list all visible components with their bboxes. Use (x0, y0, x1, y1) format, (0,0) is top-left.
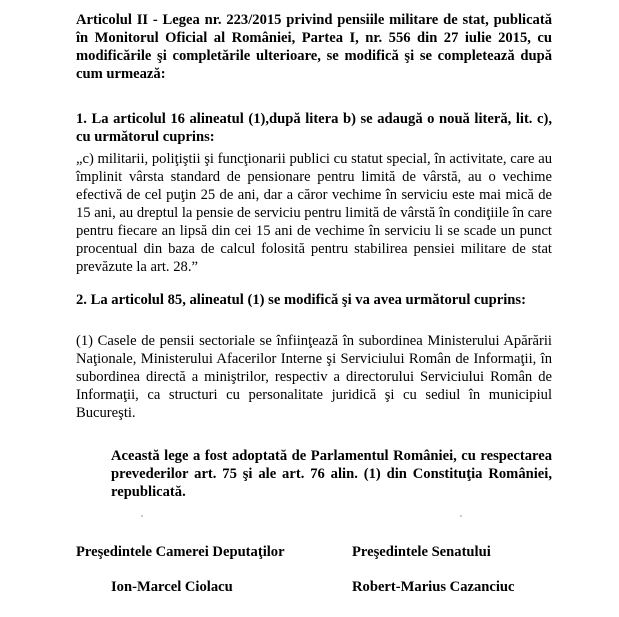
section1-heading: 1. La articolul 16 alineatul (1),după litera b) se adaugă o nouă literă, lit. c), cu următorul cuprins: (76, 111, 552, 145)
signature-right-title: Preşedintele Senatului (352, 544, 491, 560)
scan-mark (460, 515, 462, 517)
section2-text: (1) Casele de pensii sectoriale se înfiinţează în subordinea Ministerului Apărării Naţionale, Ministerului Afacerilor Interne şi Serviciului Român de Informaţii, în subordinea directă a miniştrilor, respectiv a directorului Serviciului Român de Informaţii, ca structuri cu personalitate juridică şi cu sediul în municipiul Bucureşti. (76, 333, 552, 421)
article-title: Articolul II - Legea nr. 223/2015 privind pensiile militare de stat, publicată în Monitorul Oficial al României, Partea I, nr. 556 din 27 iulie 2015, cu modificările şi completările ulterioare, se modifică şi se completează după cum urmează: (76, 12, 552, 82)
signature-left-name: Ion-Marcel Ciolacu (111, 579, 233, 595)
scan-mark (141, 515, 143, 517)
closing-statement: Această lege a fost adoptată de Parlamentul României, cu respectarea prevederilor art. 75 şi ale art. 76 alin. (1) din Constituţia României, republicată. (111, 448, 552, 500)
signature-right-name: Robert-Marius Cazanciuc (352, 579, 515, 595)
section2-heading: 2. La articolul 85, alineatul (1) se modifică şi va avea următorul cuprins: (76, 292, 526, 308)
section1-text: „c) militarii, poliţiştii şi funcţionarii publici cu statut special, în activitate, care au împlinit vârsta standard de pensionare pentru limită de vârstă, au o vechime efectivă de cel puţin 25 de ani, dar a căror vechime în serviciu este mai mică de 15 ani, au dreptul la pensie de serviciu pentru limită de vârstă în condiţiile în care pentru fiecare an lipsă din cei 15 ani de vechime în serviciu li se scade un punct procentual din baza de calcul folosită pentru stabilirea pensiei militare de stat prevăzute la art. 28.” (76, 151, 552, 275)
signature-left-title: Preşedintele Camerei Deputaţilor (76, 544, 285, 560)
